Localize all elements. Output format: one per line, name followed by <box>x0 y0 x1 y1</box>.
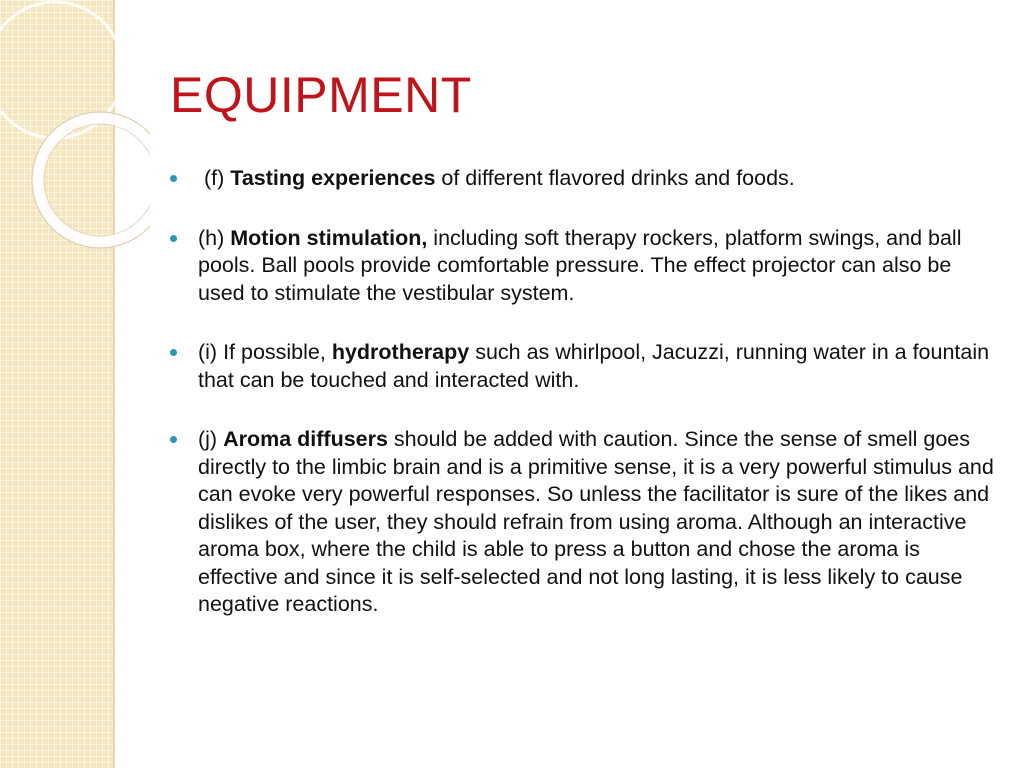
bullet-prefix: (i) If possible, <box>198 340 332 364</box>
decorative-rings-graphic <box>0 0 150 260</box>
bullet-item-aroma <box>170 426 1000 619</box>
bullet-prefix: (f) <box>204 166 231 190</box>
bullet-text: of different flavored drinks and foods. <box>435 166 795 190</box>
bullet-item-tasting <box>170 165 1000 193</box>
bullet-bold-term: hydrotherapy <box>331 340 470 364</box>
slide-title: EQUIPMENT <box>170 67 472 123</box>
decorative-ring-lower <box>38 118 150 242</box>
bullet-dot-icon <box>170 349 177 356</box>
bullet-bold-term: Motion stimulation, <box>230 225 428 250</box>
bullet-dot-icon <box>170 436 177 443</box>
bullet-dot-icon <box>170 235 177 242</box>
bullet-item-hydrotherapy <box>170 339 1000 394</box>
bullet-bold-term: Aroma diffusers <box>223 427 388 451</box>
bullet-dot-icon <box>170 175 177 182</box>
bullet-text: including soft therapy rockers, platform swings, and ball pools. Ball pools provide comfortable pressure. The effect projector can also be used to stimulate the vestibular system. <box>198 225 962 305</box>
bullet-list <box>170 165 1000 651</box>
bullet-text: such as whirlpool, Jacuzzi, running water in a fountain that can be touched and interacted with. <box>198 340 990 392</box>
bullet-text: should be added with caution. Since the sense of smell goes directly to the limbic brain and is a primitive sense, it is a very powerful stimulus and can evoke very powerful responses. So unless the facilitator is sure of the likes and dislikes of the user, they should refrain from using aroma. Although an interactive aroma box, where the child is able to press a button and chose the aroma is effective and since it is self-selected and not long lasting, it is less likely to cause negative reactions. <box>198 427 994 616</box>
bullet-prefix: (j) <box>198 427 224 451</box>
bullet-prefix: (h) <box>198 225 231 250</box>
bullet-bold-term: Tasting experiences <box>230 166 436 190</box>
decorative-ring-lower-inner <box>44 124 150 236</box>
bullet-item-motion <box>170 225 1000 308</box>
